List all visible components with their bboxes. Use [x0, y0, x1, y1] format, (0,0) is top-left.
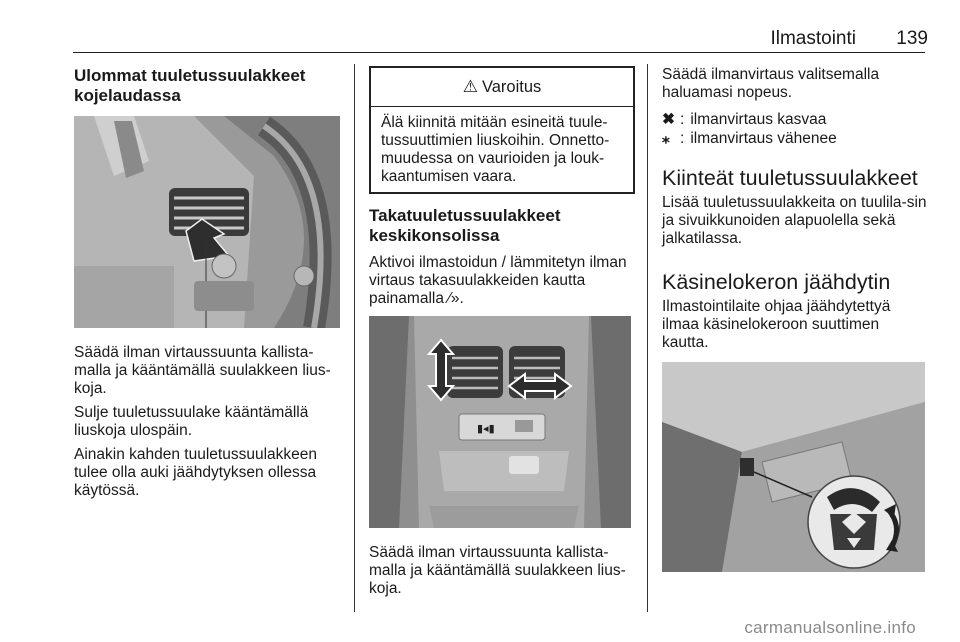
fan-increase-icon: ✖	[662, 111, 675, 128]
paragraph-close-vent: Sulje tuuletussuulake kääntämällä liuskoja ulospäin.	[74, 404, 309, 439]
warning-header	[371, 68, 633, 107]
paragraph-airflow-intro: Säädä ilmanvirtaus valitsemalla haluamasi nopeus.	[662, 66, 880, 101]
header-rule	[73, 52, 925, 53]
paragraph-two-vents-open: Ainakin kahden tuuletussuulakkeen tulee olla auki jäähdytyksen ollessa käytössä.	[74, 446, 318, 499]
watermark: carmanualsonline.info	[744, 618, 916, 637]
page-header-title: Ilmastointi	[770, 28, 856, 49]
section-heading-fixed-vents: Kiinteät tuuletussuulakkeet	[662, 166, 918, 190]
page-number: 139	[896, 28, 928, 49]
legend-text-increase: ilmanvirtaus kasvaa	[690, 111, 827, 128]
svg-text:▮◂▮: ▮◂▮	[477, 422, 495, 435]
paragraph-adjust-direction: Säädä ilman virtaussuunta kallista-malla ja kääntämällä suulakkeen lius-koja.	[74, 344, 331, 397]
warning-triangle-icon: ⚠	[462, 77, 478, 96]
warning-box	[369, 66, 635, 194]
column-divider-1	[354, 64, 355, 612]
glovebox-cooler-illustration	[662, 362, 925, 572]
warning-title: Varoitus	[481, 77, 542, 96]
column-1	[74, 66, 340, 106]
paragraph-activate-rear: Aktivoi ilmastoidun / lämmitetyn ilman virtaus takasuulakkeiden kautta painamalla ⁄».	[369, 254, 627, 307]
legend-text-decrease: ilmanvirtaus vähenee	[690, 130, 837, 147]
rear-console-vent-illustration	[369, 316, 631, 528]
column-2-bottom-text	[369, 544, 634, 598]
legend-item-decrease: ⁎ : ilmanvirtaus vähenee	[662, 130, 837, 147]
warning-text: Älä kiinnitä mitään esineitä tuule-tussuuttimien liuskoihin. Onnetto-muudessa on vaurioiden ja louk-kaantumisen vaara.	[381, 114, 610, 185]
section-heading-outer-vents: Ulommat tuuletussuulakkeet kojelaudassa	[74, 66, 306, 105]
section-heading-rear-vents: Takatuuletussuulakkeet keskikonsolissa	[369, 206, 561, 245]
legend-item-increase: ✖ : ilmanvirtaus kasvaa	[662, 111, 827, 128]
column-2-rear-vents	[369, 206, 634, 308]
column-divider-2	[647, 64, 648, 612]
fan-decrease-icon: ⁎	[662, 130, 670, 147]
paragraph-adjust-rear-direction: Säädä ilman virtaussuunta kallista-malla ja kääntämällä suulakkeen lius-koja.	[369, 544, 626, 597]
section-heading-glovebox-cooler: Käsinelokeron jäähdytin	[662, 270, 891, 294]
column-1-text	[74, 344, 340, 500]
dashboard-vent-illustration	[74, 116, 340, 328]
paragraph-fixed-vents: Lisää tuuletussuulakkeita on tuulila-sin ja sivuikkunoiden alapuolella sekä jalkatilassa.	[662, 194, 927, 247]
column-3	[662, 66, 927, 352]
paragraph-glovebox-cooler: Ilmastointilaite ohjaa jäähdytettyä ilmaa käsinelokeroon suuttimen kautta.	[662, 298, 891, 351]
airflow-legend	[662, 110, 927, 148]
